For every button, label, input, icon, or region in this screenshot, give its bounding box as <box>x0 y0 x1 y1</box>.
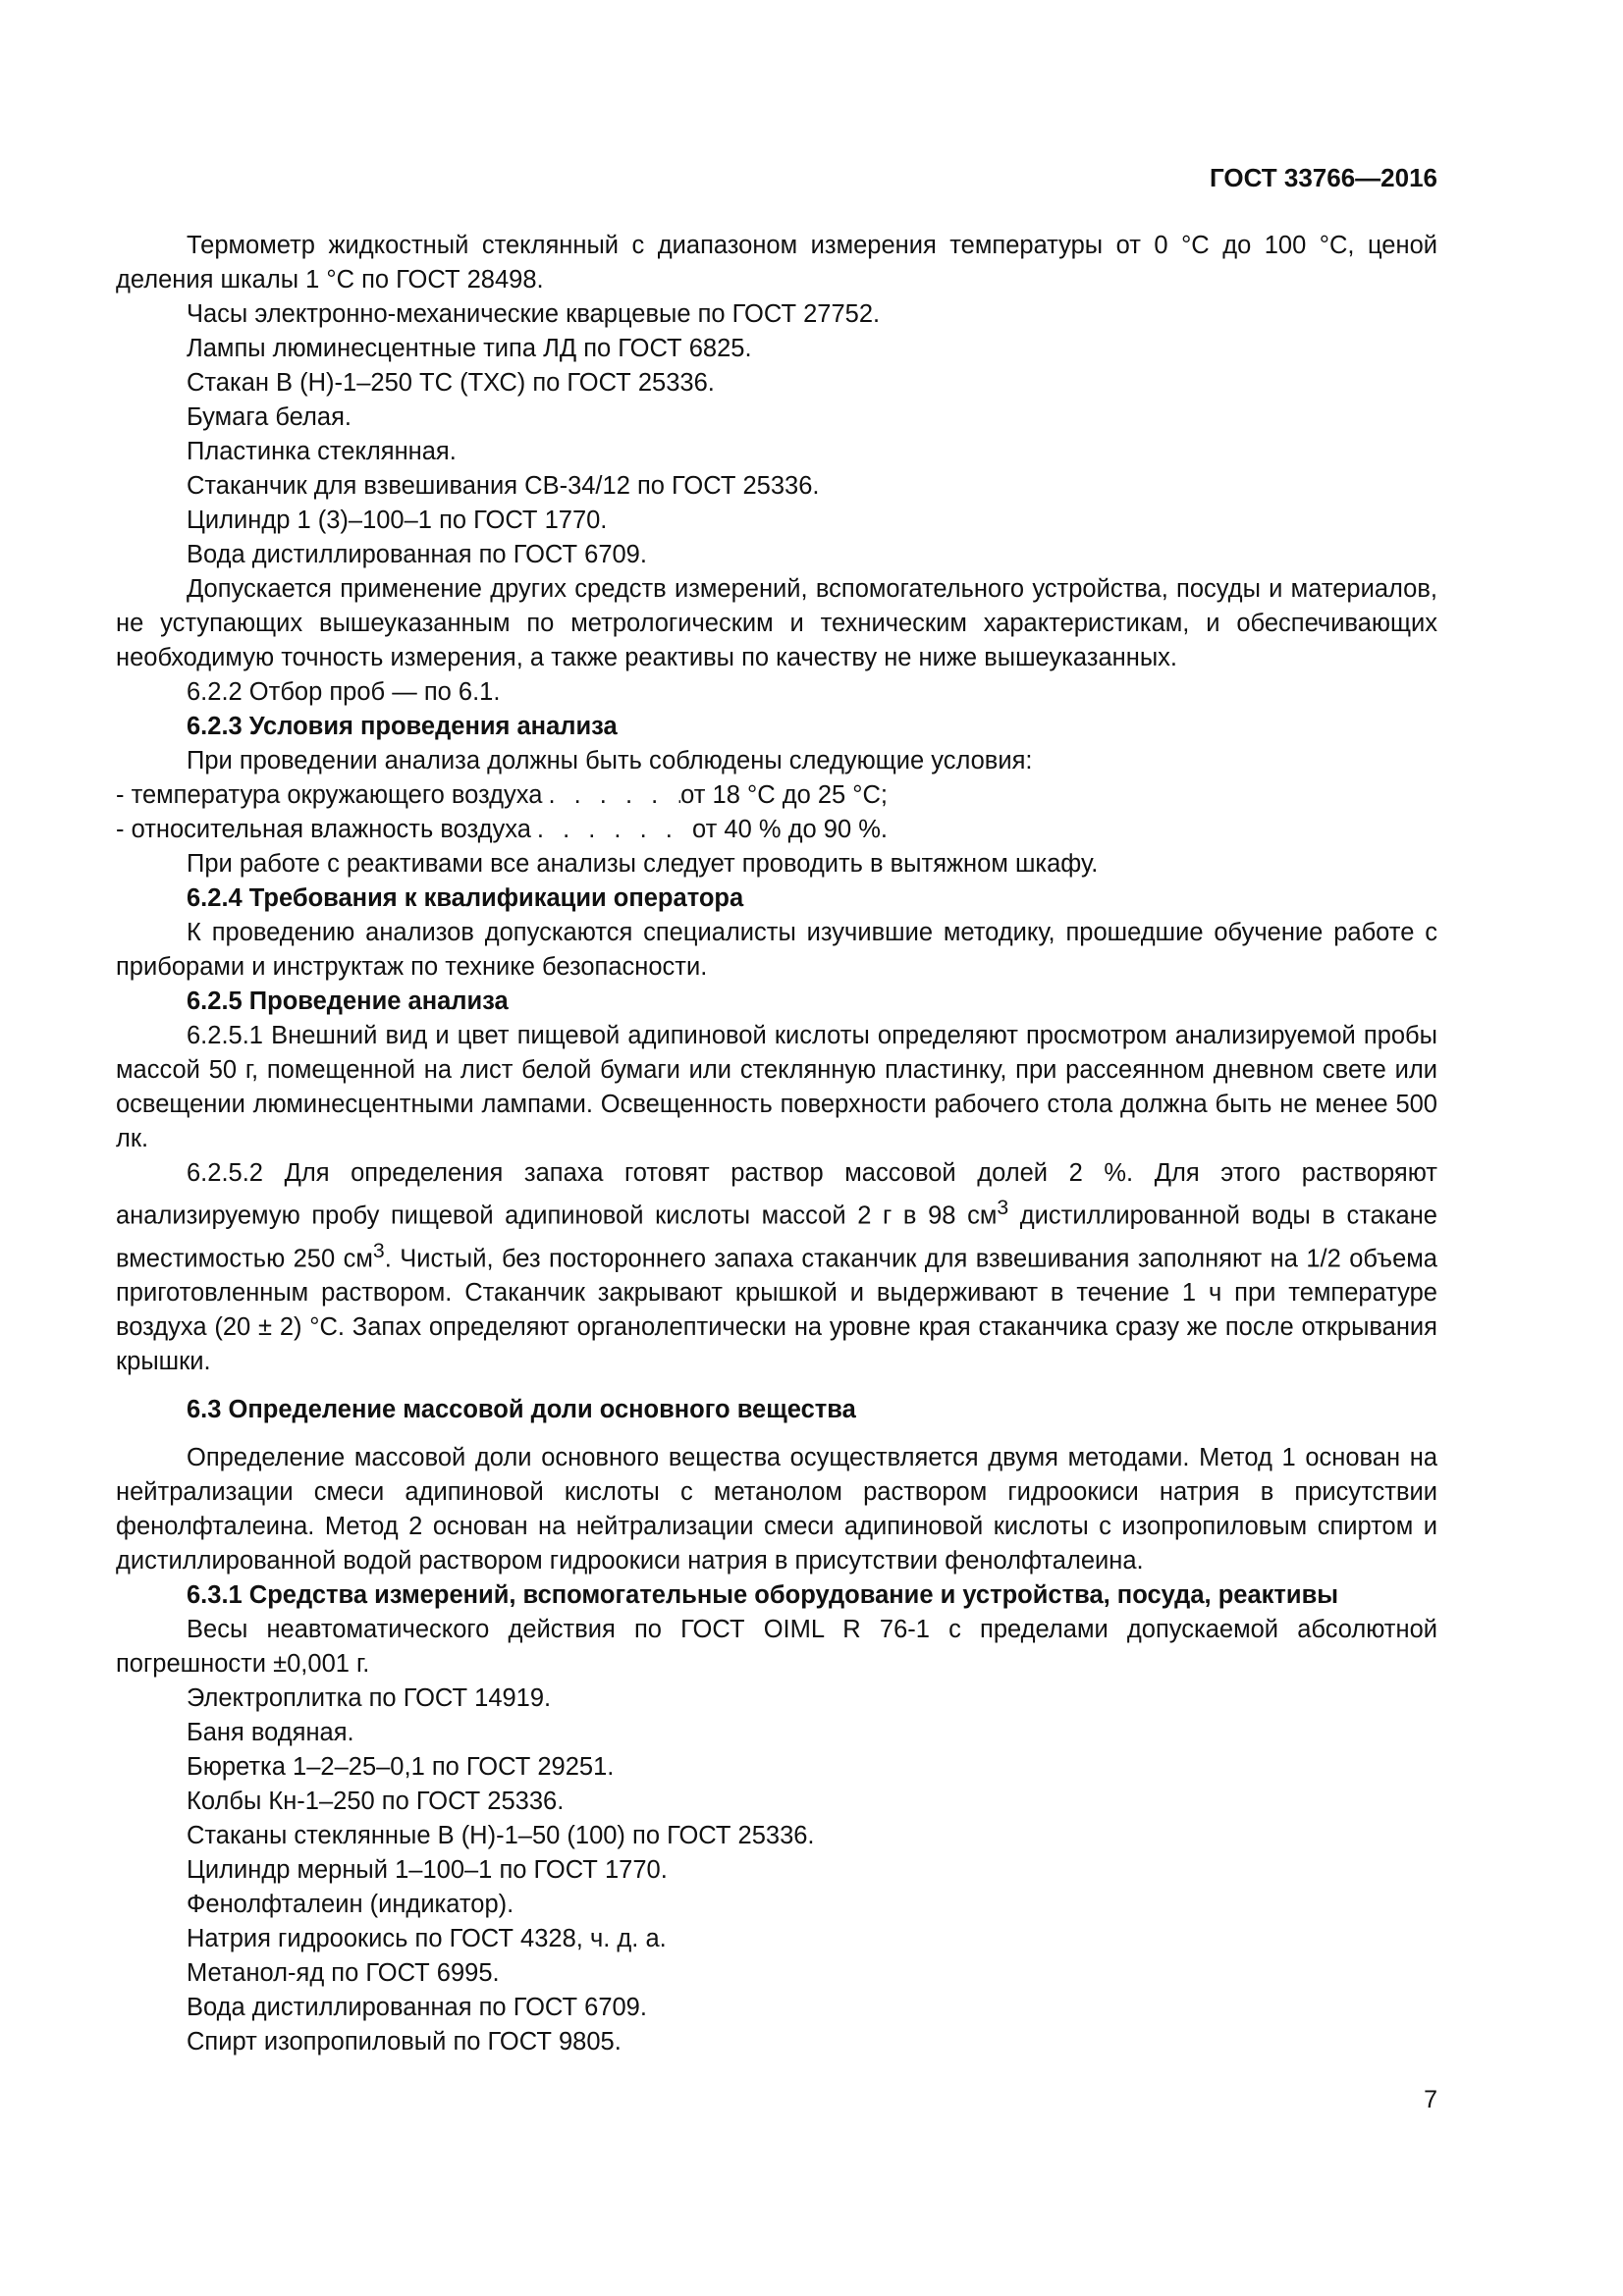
list-item: Стаканы стеклянные В (Н)-1–50 (100) по ГОСТ 25336. <box>187 1822 815 1849</box>
list-item: Лампы люминесцентные типа ЛД по ГОСТ 6825. <box>187 335 752 362</box>
superscript: 3 <box>372 1238 385 1262</box>
list-item: Спирт изопропиловый по ГОСТ 9805. <box>187 2028 622 2056</box>
paragraph-fume-hood: При работе с реактивами все анализы следует проводить в вытяжном шкафу. <box>187 850 1099 878</box>
paragraph-operator-qualification: К проведению анализов допускаются специалисты изучившие методику, прошедшие обучение работе с приборами и инструктаж по технике безопасности. <box>116 919 1437 981</box>
condition-temperature-value: от 18 °С до 25 °С; <box>680 781 888 809</box>
list-item: Бумага белая. <box>187 403 352 431</box>
paragraph-allowed: Допускается применение других средств измерений, вспомогательного устройства, посуды и материалов, не уступающих вышеуказанным по метрологическим и техническим характеристикам, и обеспечивающих необходимую точность измерения, а также реактивы по качеству не ниже вышеуказанных. <box>116 575 1437 671</box>
condition-humidity-value: от 40 % до 90 %. <box>692 816 888 843</box>
superscript: 3 <box>997 1196 1009 1219</box>
condition-temperature <box>116 778 1437 813</box>
paragraph-scales: Весы неавтоматического действия по ГОСТ OIML R 76-1 с пределами допускаемой абсолютной погрешности ±0,001 г. <box>116 1616 1437 1678</box>
paragraph-thermometer: Термометр жидкостный стеклянный с диапазоном измерения температуры от 0 °С до 100 °С, ценой деления шкалы 1 °С по ГОСТ 28498. <box>116 232 1437 294</box>
spacer <box>116 1427 1437 1441</box>
list-item: Колбы Кн-1–250 по ГОСТ 25336. <box>187 1788 565 1815</box>
condition-temperature-label: - температура окружающего воздуха <box>116 781 543 809</box>
heading-6-3-1: 6.3.1 Средства измерений, вспомогательные оборудование и устройства, посуда, реактивы <box>187 1581 1339 1609</box>
text-run: дистиллированной воды в стакане вместимостью 250 см <box>116 1201 1437 1272</box>
text-run: 6.2.5.2 Для определения запаха готовят раствор массовой долей 2 %. Для этого растворяют анализируемую пробу пищевой адипиновой кислоты массой 2 г в 98 см <box>116 1159 1437 1230</box>
list-item: Стакан В (Н)-1–250 ТС (ТХС) по ГОСТ 25336. <box>187 369 715 397</box>
spacer <box>116 1379 1437 1393</box>
dot-leader <box>531 813 692 847</box>
condition-humidity <box>116 813 1437 847</box>
list-item: Цилиндр 1 (3)–100–1 по ГОСТ 1770. <box>187 507 608 534</box>
document-header-id: ГОСТ 33766—2016 <box>1210 163 1437 192</box>
list-item: Пластинка стеклянная. <box>187 438 457 465</box>
list-item: Бюретка 1–2–25–0,1 по ГОСТ 29251. <box>187 1753 615 1781</box>
list-item: Вода дистиллированная по ГОСТ 6709. <box>187 541 647 568</box>
list-item: Цилиндр мерный 1–100–1 по ГОСТ 1770. <box>187 1856 668 1884</box>
paragraph-6-2-5-1: 6.2.5.1 Внешний вид и цвет пищевой адипиновой кислоты определяют просмотром анализируемой пробы массой 50 г, помещенной на лист белой бумаги или стеклянную пластинку, при рассеянном дневном свете или освещении люминесцентными лампами. Освещенность поверхности рабочего стола должна быть не менее 500 лк. <box>116 1022 1437 1152</box>
text-run: . Чистый, без постороннего запаха стаканчик для взвешивания заполняют на 1/2 объема приготовленным раствором. Стаканчик закрывают крышкой и выдерживают в течение 1 ч при температуре воздуха (20 ± 2) °С. Запах определяют органолептически на уровне края стаканчика сразу же после открывания крышки. <box>116 1245 1437 1375</box>
document-page <box>116 0 1437 2296</box>
heading-6-2-3: 6.2.3 Условия проведения анализа <box>187 713 618 740</box>
heading-6-3: 6.3 Определение массовой доли основного вещества <box>187 1396 856 1423</box>
heading-6-2-4: 6.2.4 Требования к квалификации оператора <box>187 884 744 912</box>
list-item: Вода дистиллированная по ГОСТ 6709. <box>187 1994 647 2021</box>
list-item: Фенолфталеин (индикатор). <box>187 1891 514 1918</box>
list-item: Стаканчик для взвешивания СВ-34/12 по ГОСТ 25336. <box>187 472 820 500</box>
heading-6-2-5: 6.2.5 Проведение анализа <box>187 988 509 1015</box>
paragraph-6-2-5-2 <box>116 1156 1437 1379</box>
paragraph-conditions-intro: При проведении анализа должны быть соблюдены следующие условия: <box>187 747 1033 774</box>
document-body <box>116 229 1437 2059</box>
list-item: Натрия гидроокись по ГОСТ 4328, ч. д. а. <box>187 1925 667 1952</box>
list-item: Метанол-яд по ГОСТ 6995. <box>187 1959 500 1987</box>
list-item: Электроплитка по ГОСТ 14919. <box>187 1684 552 1712</box>
condition-humidity-label: - относительная влажность воздуха <box>116 816 531 843</box>
page-number: 7 <box>1424 2086 1437 2113</box>
section-6-2-2: 6.2.2 Отбор проб — по 6.1. <box>187 678 501 706</box>
list-item: Баня водяная. <box>187 1719 354 1746</box>
list-item: Часы электронно-механические кварцевые по ГОСТ 27752. <box>187 300 881 328</box>
paragraph-6-3: Определение массовой доли основного вещества осуществляется двумя методами. Метод 1 основан на нейтрализации смеси адипиновой кислоты с метанолом раствором гидроокиси натрия в присутствии фенолфталеина. Метод 2 основан на нейтрализации смеси адипиновой кислоты с изопропиловым спиртом и дистиллированной водой раствором гидроокиси натрия в присутствии фенолфталеина. <box>116 1444 1437 1575</box>
dot-leader <box>542 778 680 813</box>
